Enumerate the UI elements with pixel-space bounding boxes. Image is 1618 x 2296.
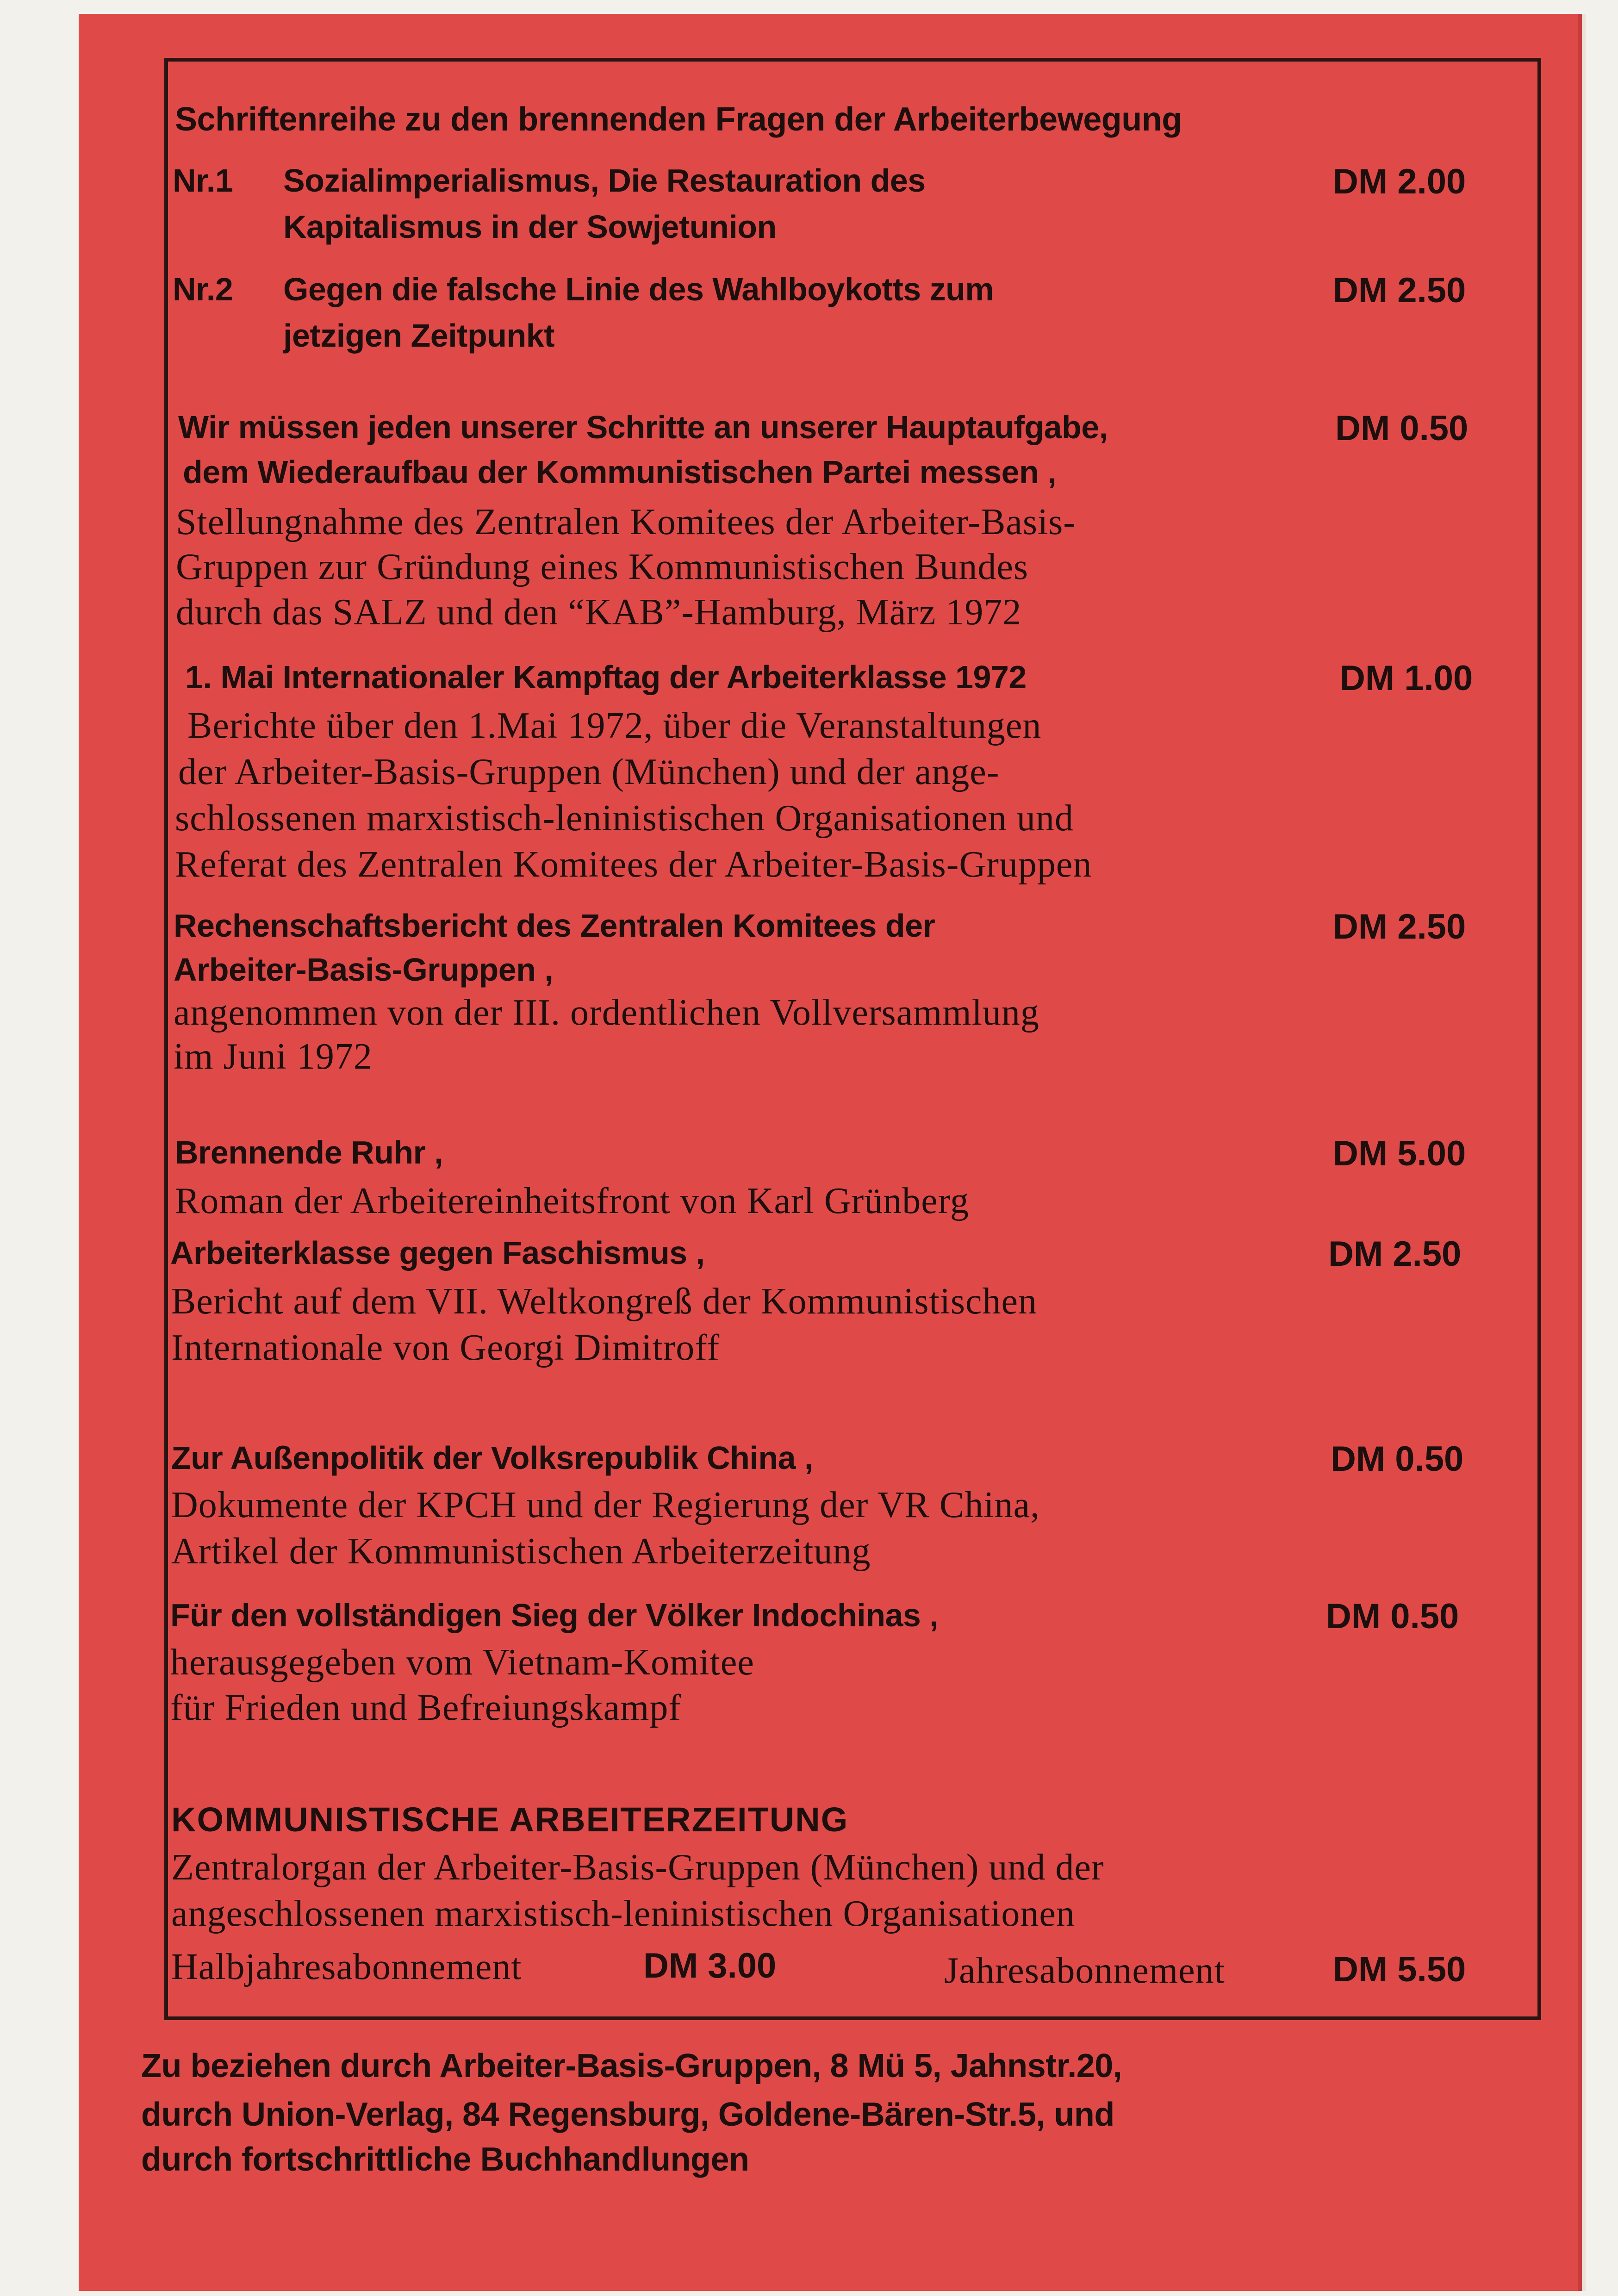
item-title: jetzigen Zeitpunkt <box>283 317 554 354</box>
item-description: Referat des Zentralen Komitees der Arbeiter-Basis-Gruppen <box>175 844 1092 885</box>
item-number: Nr.1 <box>173 162 233 199</box>
footer-line: durch Union-Verlag, 84 Regensburg, Goldene-Bären-Str.5, und <box>141 2096 1114 2133</box>
item-title: Kapitalismus in der Sowjetunion <box>283 209 777 245</box>
item-description: Zentralorgan der Arbeiter-Basis-Gruppen (München) und der <box>171 1847 1104 1888</box>
item-price: DM 0.50 <box>1326 1597 1459 1636</box>
item-price: DM 2.50 <box>1333 271 1466 310</box>
item-description: Artikel der Kommunistischen Arbeiterzeitung <box>171 1531 871 1572</box>
item-title: Für den vollständigen Sieg der Völker Indochinas , <box>170 1597 939 1633</box>
item-title: dem Wiederaufbau der Kommunistischen Partei messen , <box>183 454 1057 490</box>
item-description: angenommen von der III. ordentlichen Vollversammlung <box>174 992 1039 1033</box>
item-title: KOMMUNISTISCHE ARBEITERZEITUNG <box>171 1800 849 1839</box>
item-title: Sozialimperialismus, Die Restauration des <box>283 162 926 199</box>
item-description: Internationale von Georgi Dimitroff <box>171 1327 720 1368</box>
subscription-price: DM 3.00 <box>643 1946 777 1985</box>
item-title: Wir müssen jeden unserer Schritte an unserer Hauptaufgabe, <box>178 409 1108 445</box>
item-price: DM 2.50 <box>1328 1234 1462 1274</box>
item-number: Nr.2 <box>173 271 233 307</box>
item-description: im Juni 1972 <box>174 1036 373 1077</box>
item-price: DM 2.00 <box>1333 162 1466 201</box>
item-description: Gruppen zur Gründung eines Kommunistischen Bundes <box>176 547 1029 587</box>
series-title: Schriftenreihe zu den brennenden Fragen der Arbeiterbewegung <box>175 101 1182 138</box>
item-description: herausgegeben vom Vietnam-Komitee <box>170 1642 754 1683</box>
item-description: Berichte über den 1.Mai 1972, über die Veranstaltungen <box>187 705 1042 746</box>
item-description: Bericht auf dem VII. Weltkongreß der Kommunistischen <box>171 1281 1038 1322</box>
item-price: DM 0.50 <box>1331 1439 1464 1479</box>
item-title: Rechenschaftsbericht des Zentralen Komitees der <box>174 908 935 944</box>
item-title: Arbeiter-Basis-Gruppen , <box>174 952 554 988</box>
item-description: der Arbeiter-Basis-Gruppen (München) und der ange- <box>178 752 1000 792</box>
subscription-label: Jahresabonnement <box>944 1950 1225 1991</box>
item-description: Dokumente der KPCH und der Regierung der VR China, <box>171 1485 1040 1525</box>
footer-line: Zu beziehen durch Arbeiter-Basis-Gruppen, 8 Mü 5, Jahnstr.20, <box>141 2047 1122 2084</box>
item-title: Brennende Ruhr , <box>175 1134 443 1170</box>
item-description: schlossenen marxistisch-leninistischen Organisationen und <box>175 798 1074 839</box>
item-description: Stellungnahme des Zentralen Komitees der Arbeiter-Basis- <box>176 502 1076 542</box>
item-description: durch das SALZ und den “KAB”-Hamburg, März 1972 <box>176 592 1022 633</box>
item-description: für Frieden und Befreiungskampf <box>170 1687 682 1728</box>
subscription-price: DM 5.50 <box>1333 1950 1466 1989</box>
item-description: angeschlossenen marxistisch-leninistischen Organisationen <box>171 1893 1075 1934</box>
subscription-label: Halbjahresabonnement <box>171 1947 522 1987</box>
item-title: Zur Außenpolitik der Volksrepublik China , <box>171 1440 813 1476</box>
item-description: Roman der Arbeitereinheitsfront von Karl Grünberg <box>175 1181 969 1221</box>
item-title: 1. Mai Internationaler Kampftag der Arbeiterklasse 1972 <box>185 659 1027 695</box>
footer-line: durch fortschrittliche Buchhandlungen <box>141 2141 749 2178</box>
item-price: DM 2.50 <box>1333 907 1466 946</box>
item-price: DM 1.00 <box>1340 659 1473 698</box>
item-price: DM 0.50 <box>1335 409 1469 448</box>
item-title: Arbeiterklasse gegen Faschismus , <box>170 1235 705 1271</box>
item-title: Gegen die falsche Linie des Wahlboykotts zum <box>283 271 994 307</box>
item-price: DM 5.00 <box>1333 1134 1466 1173</box>
